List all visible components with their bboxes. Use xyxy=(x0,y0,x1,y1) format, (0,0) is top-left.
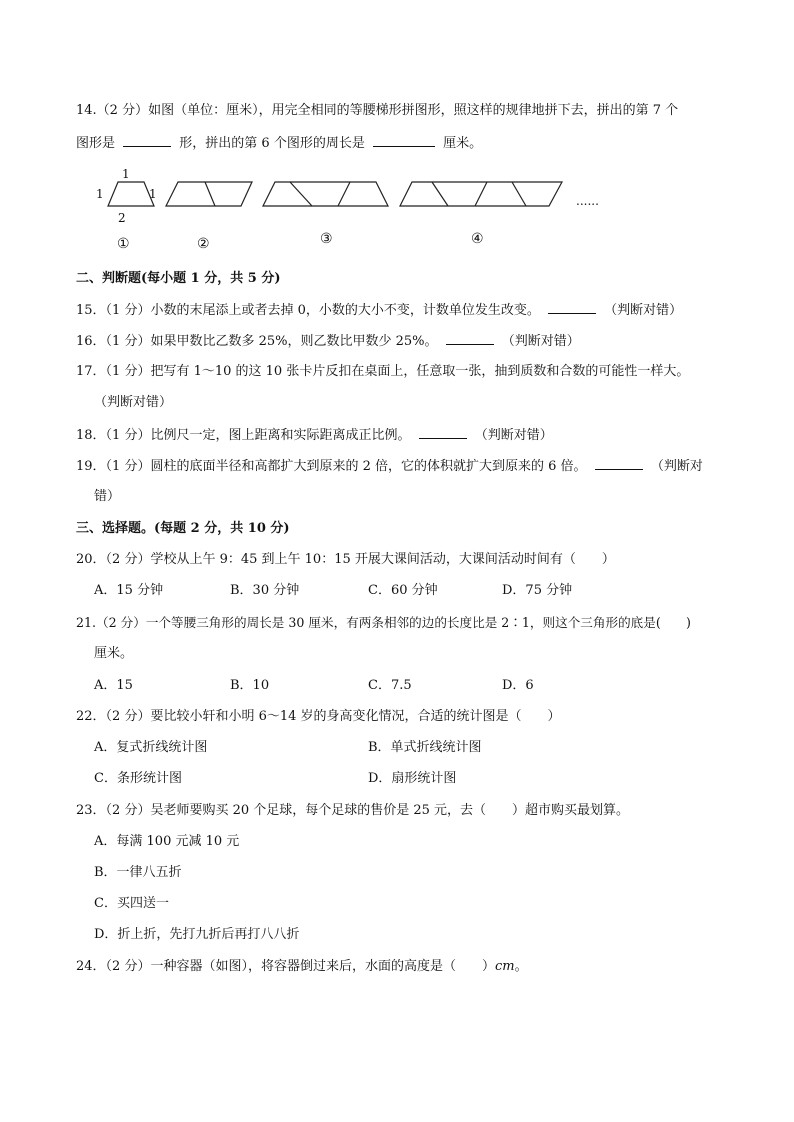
q21-option-d[interactable]: D．6 xyxy=(502,678,534,693)
q21-option-c[interactable]: C．7.5 xyxy=(368,678,412,693)
fig1-top-label: 1 xyxy=(122,167,130,181)
q15 xyxy=(76,301,682,320)
q19-line2: 错） xyxy=(94,489,121,504)
q20-option-d[interactable]: D．75 分钟 xyxy=(502,583,573,598)
q23-option-a[interactable]: A．每满 100 元减 10 元 xyxy=(94,834,240,849)
ellipsis: ...... xyxy=(576,194,599,208)
q20-text: 20．（2 分）学校从上午 9：45 到上午 10：15 开展大课间活动，大课间活动时间有（ ） xyxy=(76,552,615,567)
marker-3: ③ xyxy=(320,231,333,247)
fig2-divider xyxy=(205,182,215,206)
q18-text: 18．（1 分）比例尺一定，图上距离和实际距离成正比例。 xyxy=(76,428,411,443)
q19-text: 19．（1 分）圆柱的底面半径和高都扩大到原来的 2 倍，它的体积就扩大到原来的 6 倍。 xyxy=(76,459,587,474)
q14-text-a: 图形是 xyxy=(76,136,116,151)
q20-option-c[interactable]: C．60 分钟 xyxy=(368,583,438,598)
q18-suffix: （判断对错） xyxy=(474,428,553,443)
q18-blank[interactable] xyxy=(419,426,467,439)
q18 xyxy=(76,426,553,445)
fig1-trapezoid xyxy=(108,182,154,206)
q15-text: 15．（1 分）小数的末尾添上或者去掉 0，小数的大小不变，计数单位发生改变。 xyxy=(76,303,540,318)
marker-4: ④ xyxy=(471,231,484,247)
q14-text-b: 形，拼出的第 6 个图形的周长是 xyxy=(179,136,365,151)
marker-1: ① xyxy=(117,236,130,252)
section3-title: 三、选择题。(每题 2 分，共 10 分) xyxy=(76,521,290,536)
q19-blank[interactable] xyxy=(595,457,643,470)
q19-line1 xyxy=(76,457,703,476)
q24-unit: cm xyxy=(494,959,515,974)
q23-option-b[interactable]: B．一律八五折 xyxy=(94,865,182,880)
q14-line1: 14.（2 分）如图（单位：厘米），用完全相同的等腰梯形拼图形，照这样的规律地拼下去，拼出的第 7 个 xyxy=(76,103,679,118)
fig2-shape xyxy=(166,182,252,206)
q15-blank[interactable] xyxy=(548,301,596,314)
q16-suffix: （判断对错） xyxy=(501,334,580,349)
q21-line2: 厘米。 xyxy=(94,646,134,661)
fig1-bottom-label: 2 xyxy=(118,211,126,225)
q15-suffix: （判断对错） xyxy=(604,303,683,318)
q21-option-a[interactable]: A．15 xyxy=(94,678,133,693)
q19-suffix: （判断对 xyxy=(650,459,703,474)
fig4-divider-2 xyxy=(475,182,487,206)
fig3-divider-2 xyxy=(338,182,350,206)
q23-option-c[interactable]: C．买四送一 xyxy=(94,896,169,911)
q16-text: 16．（1 分）如果甲数比乙数多 25%，则乙数比甲数少 25%。 xyxy=(76,334,438,349)
fig4-divider-3 xyxy=(512,182,526,206)
fig4-divider-1 xyxy=(432,182,448,206)
fig3-shape xyxy=(263,182,388,206)
fig3-divider-1 xyxy=(290,182,312,206)
q20-option-b[interactable]: B．30 分钟 xyxy=(230,583,300,598)
marker-2: ② xyxy=(197,236,210,252)
q23-option-d[interactable]: D．折上折，先打九折后再打八八折 xyxy=(94,927,300,942)
q21-option-b[interactable]: B．10 xyxy=(230,678,270,693)
q22-option-a[interactable]: A．复式折线统计图 xyxy=(94,740,208,755)
q16 xyxy=(76,332,580,351)
q20-option-a[interactable]: A．15 分钟 xyxy=(94,583,164,598)
q17-line1: 17．（1 分）把写有 1～10 的这 10 张卡片反扣在桌面上，任意取一张，抽到质数和合数的可能性一样大。 xyxy=(76,364,690,379)
q21-line1: 21.（2 分）一个等腰三角形的周长是 30 厘米，有两条相邻的边的长度比是 2∶1，则这个三角形的底是( ) xyxy=(76,615,691,630)
q22-text: 22．（2 分）要比较小轩和小明 6～14 岁的身高变化情况，合适的统计图是（ ） xyxy=(76,709,561,724)
q24 xyxy=(76,958,528,976)
fig1-right-label: 1 xyxy=(149,187,157,201)
q17-line2: （判断对错） xyxy=(94,395,173,410)
fig1-left-label: 1 xyxy=(96,187,104,201)
q23-text: 23．（2 分）吴老师要购买 20 个足球，每个足球的售价是 25 元，去（ ）超市购买最划算。 xyxy=(76,803,630,818)
q22-option-c[interactable]: C．条形统计图 xyxy=(94,771,182,786)
q22-option-b[interactable]: B．单式折线统计图 xyxy=(368,740,482,755)
q24-text: 24．（2 分）一种容器（如图），将容器倒过来后，水面的高度是（ ） xyxy=(76,959,495,974)
q24-end: 。 xyxy=(514,959,528,974)
q22-option-d[interactable]: D．扇形统计图 xyxy=(368,771,457,786)
section2-title: 二、判断题(每小题 1 分，共 5 分) xyxy=(76,271,281,286)
q16-blank[interactable] xyxy=(446,332,494,345)
q14-text-c: 厘米。 xyxy=(443,136,483,151)
